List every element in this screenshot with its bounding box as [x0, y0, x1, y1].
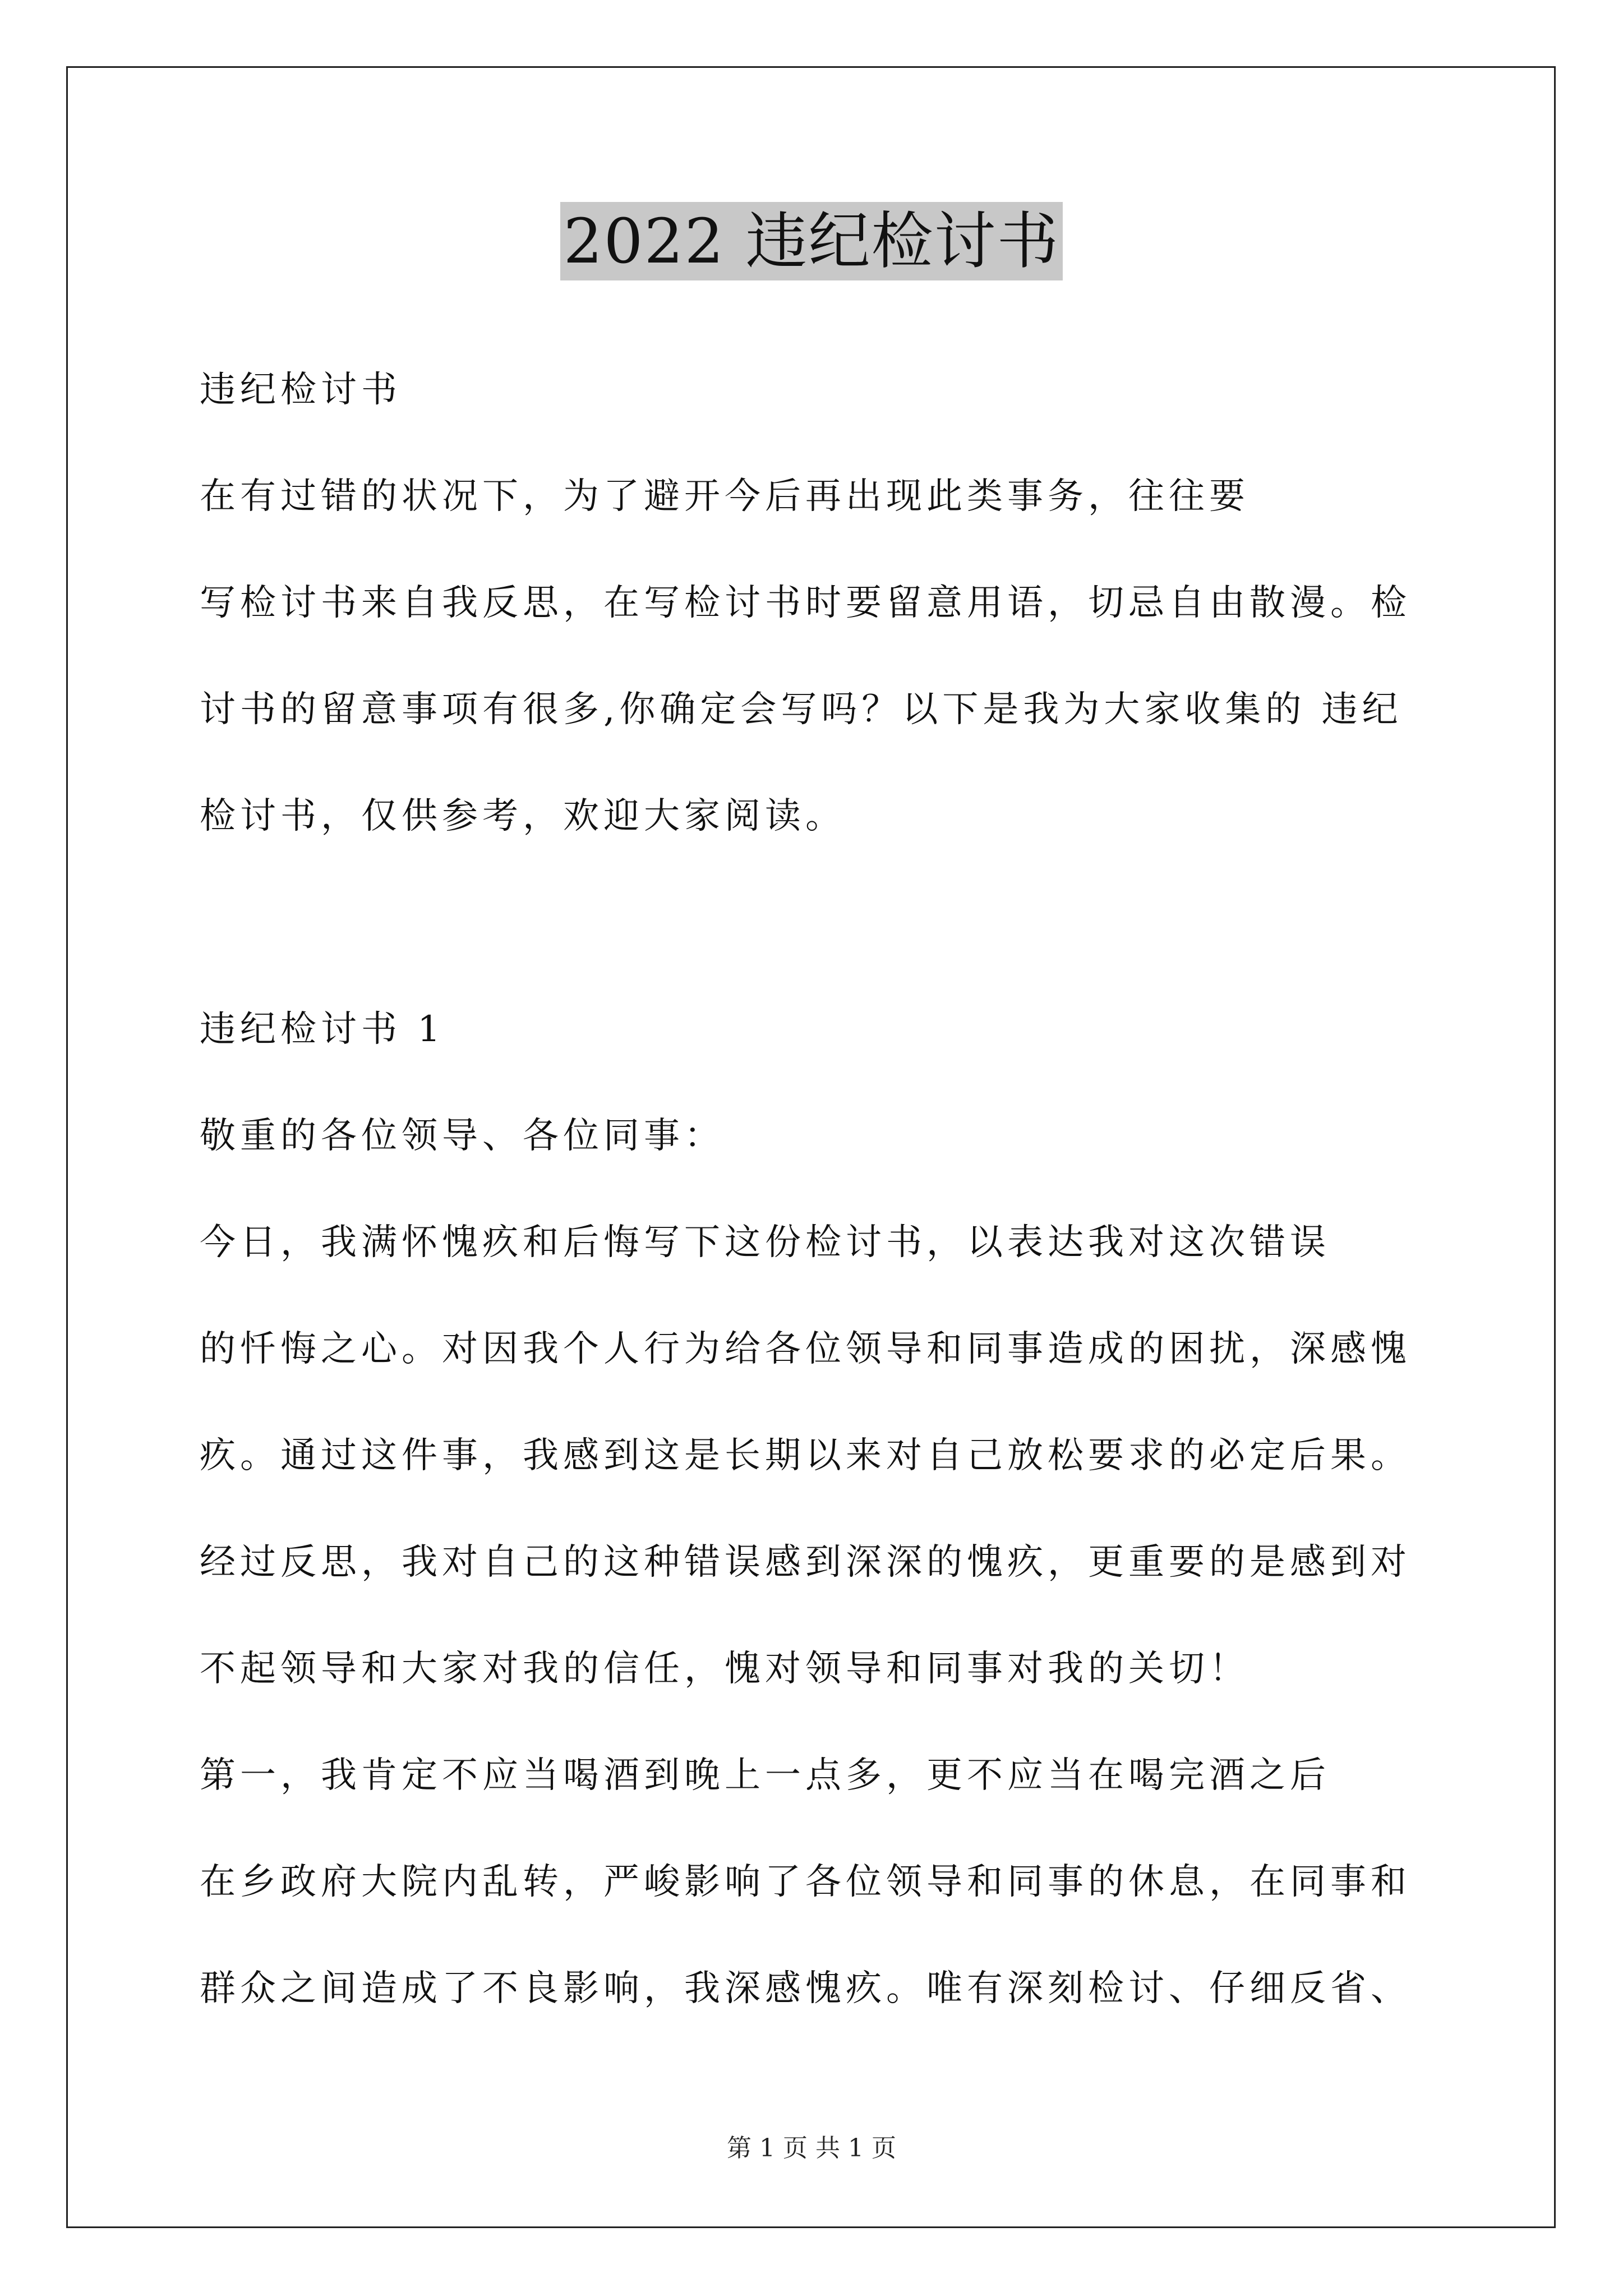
section-heading: 违纪检讨书 1	[200, 1009, 445, 1050]
body-line: 在乡政府大院内乱转，严峻影响了各位领导和同事的休息，在同事和	[200, 1861, 1411, 1903]
body-line: 今日，我满怀愧疚和后悔写下这份检讨书，以表达我对这次错误	[200, 1222, 1330, 1263]
body-line: 违纪检讨书	[200, 369, 402, 411]
document-title: 2022 违纪检讨书	[560, 202, 1063, 280]
document-body	[200, 337, 1428, 2042]
body-line: 写检讨书来自我反思，在写检讨书时要留意用语，切忌自由散漫。检	[200, 582, 1411, 624]
salutation: 敬重的各位领导、各位同事：	[200, 1115, 725, 1157]
body-line: 疚。通过这件事，我感到这是长期以来对自己放松要求的必定后果。	[200, 1435, 1411, 1476]
body-line: 不起领导和大家对我的信任，愧对领导和同事对我的关切！	[200, 1648, 1249, 1690]
blank-line	[200, 869, 1428, 976]
page-footer: 第 1 页 共 1 页	[727, 2134, 896, 2162]
body-line: 在有过错的状况下，为了避开今后再出现此类事务，往往要	[200, 476, 1249, 517]
body-line: 群众之间造成了不良影响，我深感愧疚。唯有深刻检讨、仔细反省、	[200, 1968, 1411, 2009]
body-line: 第一，我肯定不应当喝酒到晚上一点多，更不应当在喝完酒之后	[200, 1755, 1330, 1796]
body-line: 检讨书，仅供参考，欢迎大家阅读。	[200, 795, 846, 837]
body-line: 经过反思，我对自己的这种错误感到深深的愧疚，更重要的是感到对	[200, 1542, 1411, 1583]
body-line: 讨书的留意事项有很多,你确定会写吗？以下是我为大家收集的 违纪	[200, 689, 1403, 730]
title-wrap	[0, 202, 1623, 280]
body-line: 的忏悔之心。对因我个人行为给各位领导和同事造成的困扰，深感愧	[200, 1328, 1411, 1370]
